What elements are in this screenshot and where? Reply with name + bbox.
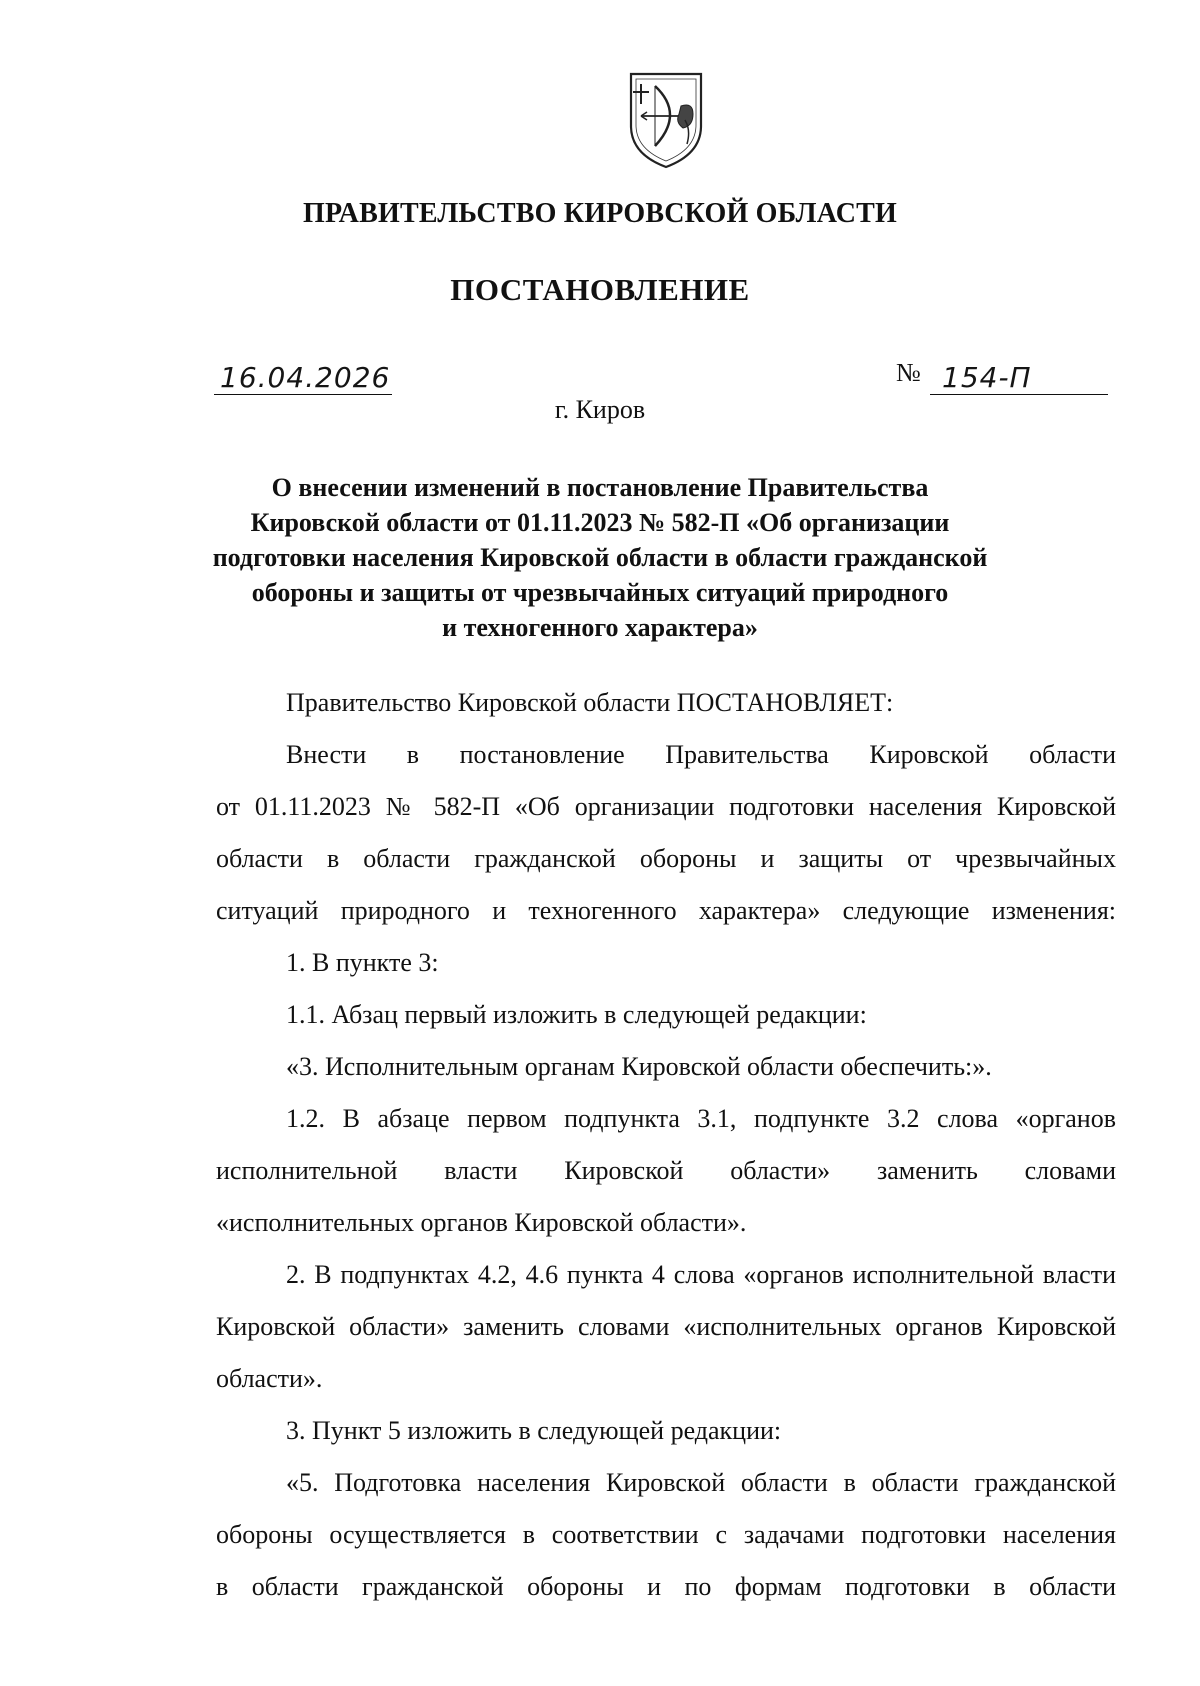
body-line: в области гражданской обороны и по формам подготовки в области xyxy=(216,1572,1116,1601)
body-line: Кировской области» заменить словами «исполнительных органов Кировской xyxy=(216,1312,1116,1341)
body-line: 1. В пункте 3: xyxy=(286,948,439,977)
body-line: «исполнительных органов Кировской области». xyxy=(216,1208,747,1237)
number-field xyxy=(930,358,1108,395)
body-line: Правительство Кировской области ПОСТАНОВЛЯЕТ: xyxy=(286,688,894,717)
number-value: 154-П xyxy=(942,361,1032,394)
body-line: 2. В подпунктах 4.2, 4.6 пункта 4 слова «органов исполнительной власти xyxy=(286,1260,1116,1289)
body-line: ситуаций природного и техногенного характера» следующие изменения: xyxy=(216,896,1116,925)
subject-line: О внесении изменений в постановление Правительства xyxy=(271,473,929,502)
subject-line: и техногенного характера» xyxy=(442,613,758,642)
body-line: «3. Исполнительным органам Кировской области обеспечить:». xyxy=(286,1052,992,1081)
body-line: «5. Подготовка населения Кировской области в области гражданской xyxy=(286,1468,1116,1497)
body-line: 3. Пункт 5 изложить в следующей редакции: xyxy=(286,1416,782,1445)
body-line: области в области гражданской обороны и защиты от чрезвычайных xyxy=(216,844,1116,873)
body-line: 1.1. Абзац первый изложить в следующей редакции: xyxy=(286,1000,867,1029)
body-line: исполнительной власти Кировской области» заменить словами xyxy=(216,1156,1116,1185)
body-line: от 01.11.2023 № 582-П «Об организации подготовки населения Кировской xyxy=(216,792,1116,821)
city: г. Киров xyxy=(554,395,646,424)
government-title: ПРАВИТЕЛЬСТВО КИРОВСКОЙ ОБЛАСТИ xyxy=(302,198,897,229)
document-subject xyxy=(200,470,1000,645)
date-field xyxy=(214,358,392,395)
body-line: области». xyxy=(216,1364,323,1393)
date-value: 16.04.2026 xyxy=(220,361,391,394)
coat-of-arms-icon xyxy=(627,70,705,170)
body-line: 1.2. В абзаце первом подпункта 3.1, подпункте 3.2 слова «органов xyxy=(286,1104,1116,1133)
subject-line: подготовки населения Кировской области в области гражданской xyxy=(212,543,988,572)
subject-line: обороны и защиты от чрезвычайных ситуаций природного xyxy=(251,578,949,607)
number-label: № xyxy=(896,358,921,387)
body-line: обороны осуществляется в соответствии с задачами подготовки населения xyxy=(216,1520,1116,1549)
document-type: ПОСТАНОВЛЕНИЕ xyxy=(450,272,750,307)
subject-line: Кировской области от 01.11.2023 № 582-П «Об организации xyxy=(250,508,950,537)
body-line: Внести в постановление Правительства Кировской области xyxy=(286,740,1116,769)
